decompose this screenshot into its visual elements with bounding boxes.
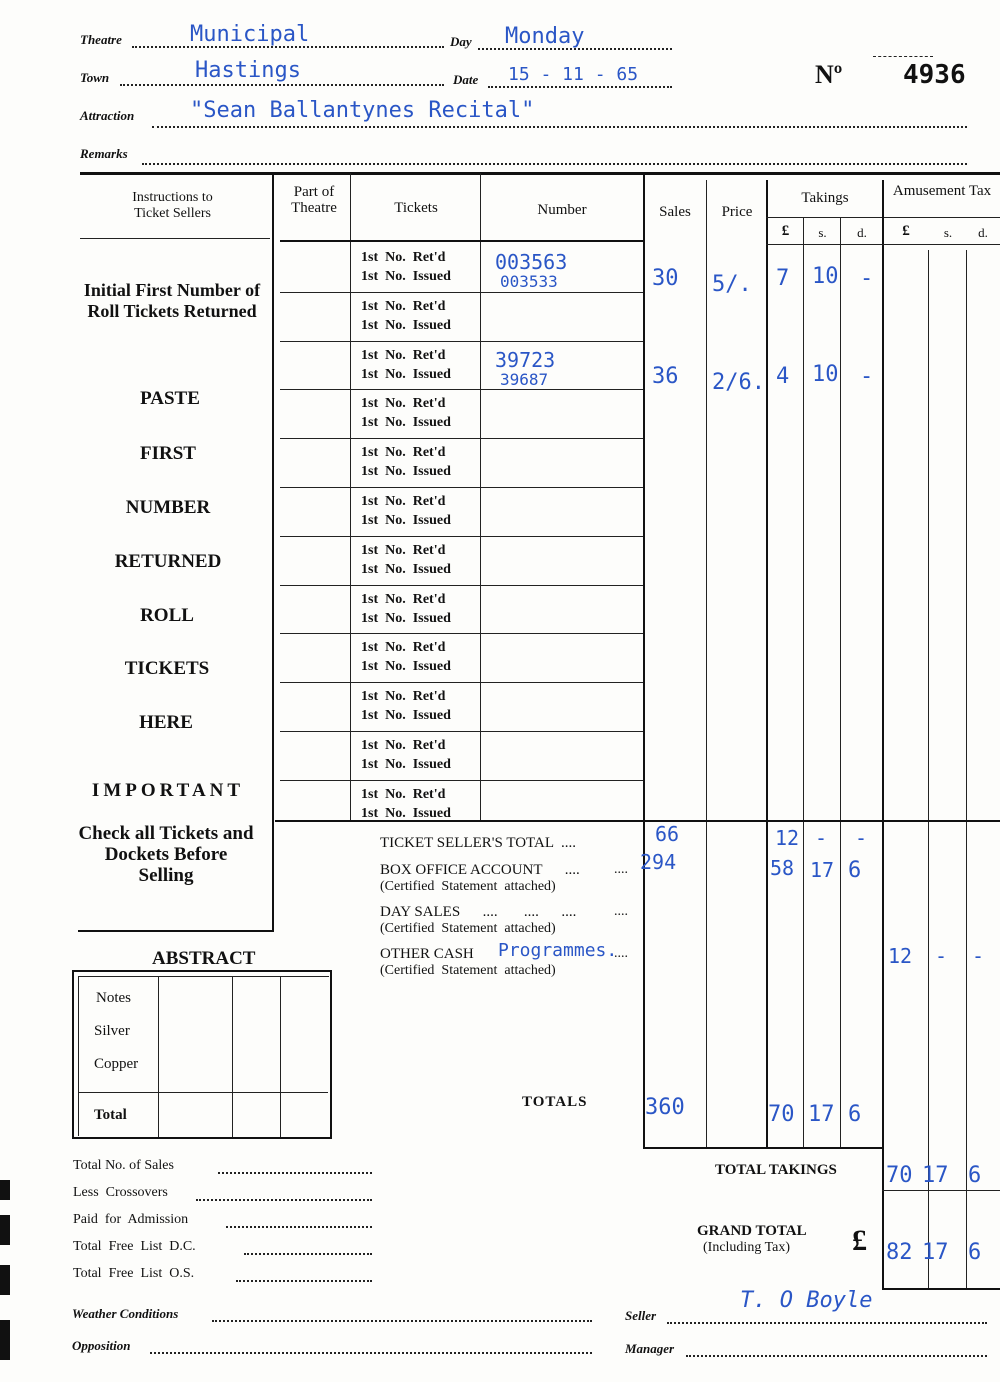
box-office-s: 17 [810,858,835,882]
other-cash-label: OTHER CASH [380,946,474,962]
box-office-d: 6 [848,858,862,883]
date-label: Date [453,72,479,87]
row-s-value: 10 [812,361,839,387]
box-office-certified: (Certified Statement attached) [380,879,556,894]
row-line-returned: 1st No. Ret'd [361,591,446,607]
attraction-label: Attraction [80,108,135,123]
abstract-title: ABSTRACT [152,948,256,969]
row-price-value: 5/. [712,272,752,297]
row-rule [350,633,643,634]
row-line-issued: 1st No. Issued [361,415,451,431]
theatre-label: Theatre [80,32,122,47]
ticket-row-label [361,638,451,676]
abstract-col [158,976,159,1137]
seller-signature: T. O Boyle [740,1288,873,1313]
attraction-line [152,126,967,128]
totals-d: 6 [848,1102,862,1127]
other-cash-tax-s: - [935,944,948,968]
row-rule [350,389,643,390]
day-sales-certified: (Certified Statement attached) [380,921,556,936]
ticket-row-label [361,492,451,530]
instructions-header-rule [80,238,270,239]
row-rule [280,731,350,732]
attraction-value: "Sean Ballantynes Recital" [190,98,535,123]
col-line-number [643,173,645,1148]
totals-sales: 360 [645,1095,685,1120]
row-line-issued: 1st No. Issued [361,610,451,626]
date-line [488,86,672,88]
other-cash-certified: (Certified Statement attached) [380,963,556,978]
col-line-l [803,218,804,1148]
manager-label: Manager [625,1341,675,1356]
row-line-issued: 1st No. Issued [361,708,451,724]
part-header-rule [280,240,643,242]
col-takings-pound: £ [781,223,790,239]
row-line-returned: 1st No. Ret'd [361,298,446,314]
col-price: Price [721,204,753,220]
instruction-here: HERE [139,712,193,733]
instruction-first: FIRST [140,443,196,464]
abstract-silver: Silver [94,1023,130,1039]
row-rule [280,780,350,781]
footer-item-line [226,1226,372,1228]
col-line-part [350,173,351,820]
day-value: Monday [505,24,585,49]
row-rule [280,487,350,488]
ticket-row-label [361,394,451,432]
row-l-value: 4 [776,363,790,389]
summary-dots: .... [614,904,628,919]
number-value: 4936 [903,60,966,90]
col-tickets: Tickets [394,200,438,216]
col-line-tax-l [928,250,929,1290]
col-line-s [840,218,841,1148]
grand-total-s: 17 [922,1240,949,1265]
seller-total-l: 12 [775,826,800,850]
seller-total-d: - [855,826,868,850]
check-tickets-note: Check all Tickets and Dockets Before Selling [78,823,254,886]
remarks-label: Remarks [80,146,128,161]
col-tax: Amusement Tax [892,183,992,199]
ticket-row-label [361,297,451,335]
number-label: Nº [815,60,843,89]
day-sales-label: DAY SALES .... .... .... [380,904,577,920]
col-part: Part of Theatre [291,184,337,216]
header-bottom-rule [766,244,1000,245]
ticket-row-label [361,346,451,384]
row-num2-value: 39687 [500,369,549,389]
initial-first-number: Initial First Number of Roll Tickets Returned [83,280,261,321]
number-rule [873,56,933,57]
instruction-roll: ROLL [140,605,194,626]
col-line-takings-end [882,180,884,1290]
grand-total-rule [882,1288,1000,1290]
totals-label: TOTALS [522,1094,588,1110]
row-rule [280,292,350,293]
row-line-issued: 1st No. Issued [361,366,451,382]
row-rule [280,633,350,634]
opposition-line [150,1352,592,1354]
footer-item-label: Paid for Admission [73,1212,189,1227]
row-rule [350,536,643,537]
row-s-value: 10 [812,264,839,289]
total-takings-l: 70 [886,1163,913,1188]
row-num1-value: 39723 [495,347,556,372]
footer-item-line [244,1253,372,1255]
instruction-returned: RETURNED [114,551,222,572]
footer-item-line [196,1199,372,1201]
summary-dots: .... [614,862,628,877]
abstract-col [280,976,281,1137]
row-line-returned: 1st No. Ret'd [361,640,446,656]
row-num2-value: 003533 [500,272,558,291]
instructions-bottom-rule [78,930,274,932]
row-rule [280,438,350,439]
summary-dots: .... [614,946,628,961]
row-rule [280,585,350,586]
grand-total-d: 6 [968,1240,982,1265]
abstract-col [232,976,233,1137]
instruction-number: NUMBER [125,497,211,518]
instruction-paste: PASTE [140,388,200,409]
col-line-tax-s [966,250,967,1290]
ticket-row-label [361,785,451,823]
row-line-issued: 1st No. Issued [361,805,451,821]
abstract-total: Total [94,1107,127,1123]
seller-total-sales: 66 [655,822,680,846]
col-takings-pence: d. [857,225,867,240]
other-cash-tax-l: 12 [888,944,913,968]
row-line-returned: 1st No. Ret'd [361,689,446,705]
totals-s: 17 [808,1102,835,1127]
col-tax-pence: d. [978,225,988,240]
row-price-value: 2/6. [712,369,765,395]
footer-item-line [236,1280,372,1282]
row-rule [350,682,643,683]
col-line-price [766,180,768,1148]
table-top-rule [80,172,1000,175]
abstract-copper: Copper [94,1056,139,1072]
ticket-row-label [361,736,451,774]
footer-item-label: Total Free List O.S. [73,1266,195,1281]
row-line-issued: 1st No. Issued [361,659,451,675]
row-rule [280,341,350,342]
row-line-issued: 1st No. Issued [361,561,451,577]
grand-total-pound: £ [852,1224,867,1257]
row-rule [350,585,643,586]
row-rule [350,487,643,488]
totals-l: 70 [768,1102,795,1127]
row-line-returned: 1st No. Ret'd [361,250,446,265]
binding-edge-mark [0,1215,10,1245]
row-line-returned: 1st No. Ret'd [361,738,446,753]
total-takings-rule [882,1190,1000,1191]
row-rule [280,389,350,390]
footer-item-label: Less Crossovers [73,1185,168,1200]
row-sales-value: 36 [652,363,679,389]
row-line-returned: 1st No. Ret'd [361,347,446,363]
theatre-value: Municipal [190,22,310,47]
col-tax-pound: £ [902,223,910,239]
col-number: Number [537,202,587,218]
row-line-returned: 1st No. Ret'd [361,542,446,558]
row-rule [350,438,643,439]
other-cash-tax-d: - [972,944,985,968]
col-line-sales [706,180,707,1148]
instruction-tickets: TICKETS [124,658,210,679]
seller-line [667,1322,987,1324]
grand-total-sub: (Including Tax) [703,1240,791,1255]
manager-line [686,1355,987,1357]
date-value: 15 - 11 - 65 [508,64,639,85]
abstract-total-rule [78,1092,328,1093]
binding-edge-mark [0,1265,10,1295]
ticket-row-label [361,687,451,725]
binding-edge-mark [0,1320,10,1360]
row-num1-value: 003563 [495,250,568,274]
row-line-returned: 1st No. Ret'd [361,445,446,461]
total-takings-s: 17 [922,1163,949,1188]
footer-item-line [218,1172,372,1174]
row-rule [350,731,643,732]
town-value: Hastings [195,58,301,83]
col-instructions: Instructions to Ticket Sellers [132,190,213,221]
binding-edge-mark [0,1180,10,1200]
col-line-tickets [480,173,481,820]
row-line-issued: 1st No. Issued [361,464,451,480]
grand-total-l: 82 [886,1240,913,1265]
rows-bottom-rule [275,820,1000,822]
opposition-label: Opposition [72,1338,131,1353]
row-rule [350,292,643,293]
row-line-returned: 1st No. Ret'd [361,786,446,802]
takings-sub-rule [766,217,882,218]
col-takings-shilling: s. [818,225,827,240]
row-rule [280,682,350,683]
footer-item-label: Total No. of Sales [73,1158,174,1173]
box-office-l: 58 [770,856,795,880]
row-d-value: - [860,266,874,291]
row-line-issued: 1st No. Issued [361,513,451,528]
weather-line [212,1320,592,1322]
ticket-row-label [361,590,451,628]
footer-item-label: Total Free List D.C. [73,1239,196,1254]
important-heading: IMPORTANT [91,780,245,801]
row-line-returned: 1st No. Ret'd [361,396,446,412]
total-takings-label: TOTAL TAKINGS [715,1162,837,1178]
ticket-row-label [361,248,451,286]
row-l-value: 7 [776,266,790,291]
col-takings: Takings [801,190,849,206]
row-rule [280,536,350,537]
tax-sub-rule [884,217,1000,218]
row-line-issued: 1st No. Issued [361,317,451,333]
abstract-notes: Notes [96,990,131,1006]
row-d-value: - [860,363,874,389]
seller-total-s: - [815,826,828,850]
remarks-line [142,163,967,165]
town-label: Town [80,70,110,85]
other-cash-note: Programmes. [498,940,618,961]
day-label: Day [450,34,472,49]
seller-label: Seller [625,1308,657,1323]
seller-total-label: TICKET SELLER'S TOTAL .... [380,835,576,851]
row-rule [350,780,643,781]
weather-label: Weather Conditions [72,1306,179,1321]
row-line-returned: 1st No. Ret'd [361,494,446,509]
grand-total-label: GRAND TOTAL [697,1223,807,1239]
box-office-label: BOX OFFICE ACCOUNT .... [380,862,580,878]
town-line [120,84,444,86]
total-takings-d: 6 [968,1163,982,1188]
totals-bottom-rule [643,1147,883,1149]
row-rule [350,341,643,342]
row-line-issued: 1st No. Issued [361,757,451,772]
row-sales-value: 30 [652,266,679,291]
instructions-border [272,173,274,930]
row-line-issued: 1st No. Issued [361,269,451,284]
box-office-sales: 294 [640,850,677,874]
col-tax-shilling: s. [943,225,953,240]
col-sales: Sales [659,204,691,220]
ticket-row-label [361,541,451,579]
ticket-row-label [361,443,451,481]
